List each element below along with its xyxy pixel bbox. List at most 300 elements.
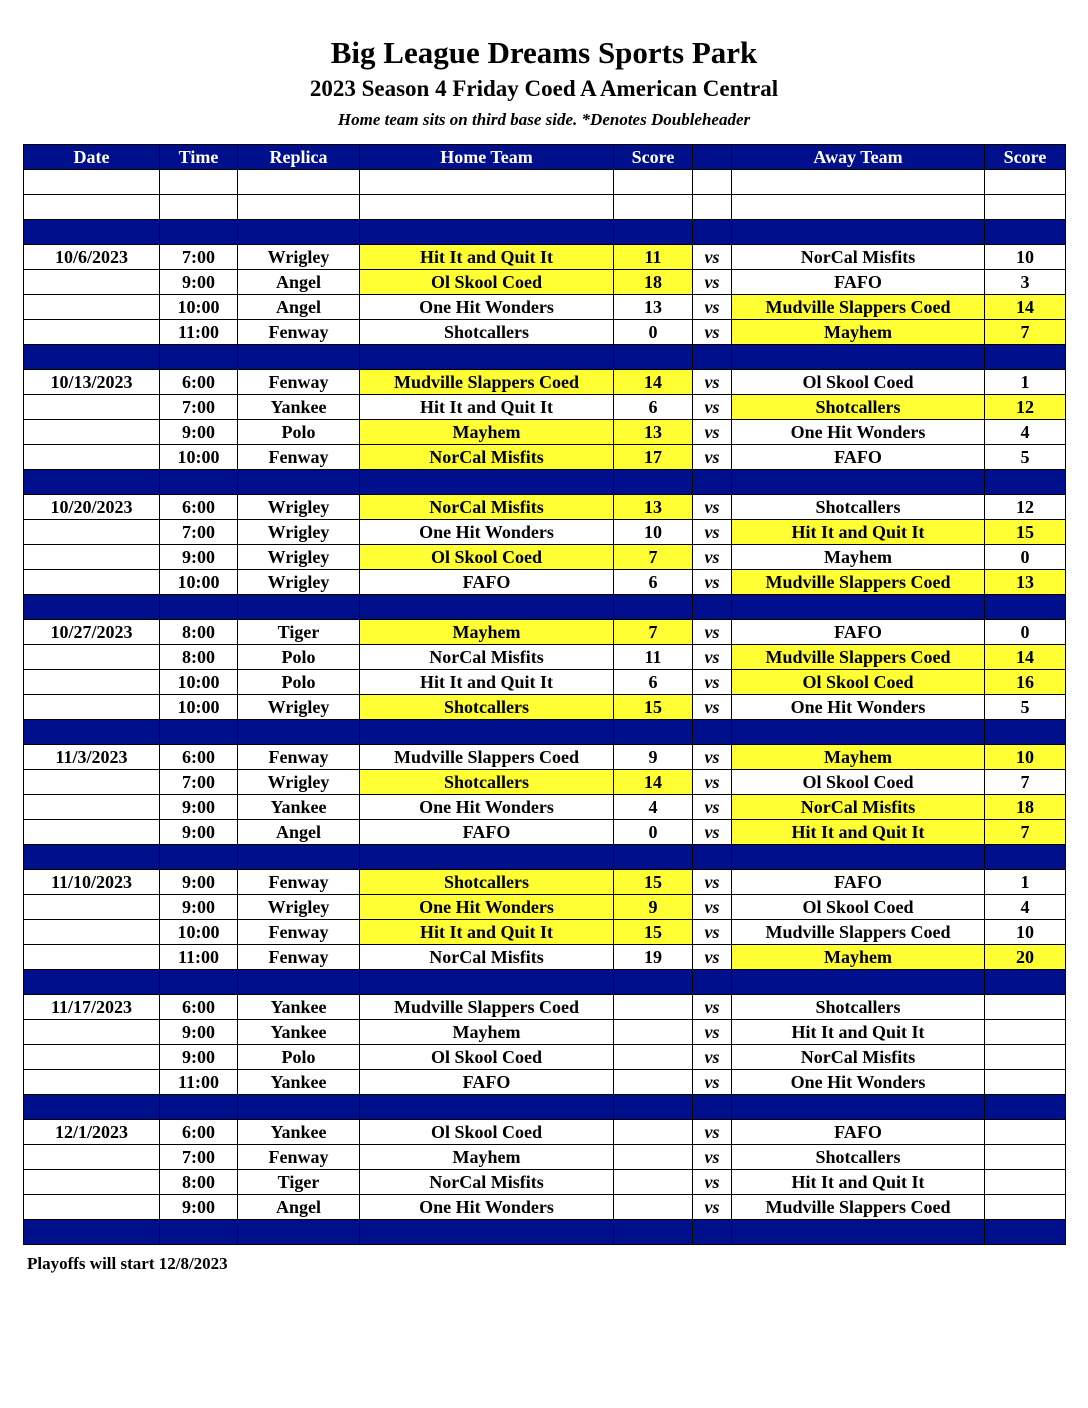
empty-cell	[160, 470, 238, 495]
vs-label: vs	[693, 1145, 732, 1170]
empty-cell	[985, 195, 1066, 220]
away-score	[985, 1070, 1066, 1095]
empty-cell	[693, 470, 732, 495]
home-score: 7	[614, 620, 693, 645]
game-time: 7:00	[160, 520, 238, 545]
home-team: NorCal Misfits	[360, 645, 614, 670]
game-row	[24, 820, 1066, 845]
home-team: Mayhem	[360, 1145, 614, 1170]
game-row	[24, 270, 1066, 295]
empty-cell	[160, 720, 238, 745]
empty-cell	[985, 720, 1066, 745]
empty-cell	[24, 1095, 160, 1120]
game-date: 11/10/2023	[24, 870, 160, 895]
away-team: Shotcallers	[732, 495, 985, 520]
game-row	[24, 1020, 1066, 1045]
away-team: Shotcallers	[732, 395, 985, 420]
game-time: 10:00	[160, 295, 238, 320]
empty-cell	[732, 970, 985, 995]
empty-cell	[24, 345, 160, 370]
game-field: Yankee	[238, 995, 360, 1020]
game-date	[24, 420, 160, 445]
page-header	[0, 34, 1088, 132]
empty-cell	[732, 170, 985, 195]
away-team: Mudville Slappers Coed	[732, 1195, 985, 1220]
vs-label: vs	[693, 870, 732, 895]
away-score: 18	[985, 795, 1066, 820]
vs-label: vs	[693, 1045, 732, 1070]
game-time: 7:00	[160, 770, 238, 795]
game-field: Angel	[238, 820, 360, 845]
away-score: 0	[985, 620, 1066, 645]
game-row	[24, 520, 1066, 545]
empty-cell	[614, 470, 693, 495]
away-team: NorCal Misfits	[732, 795, 985, 820]
game-time: 9:00	[160, 870, 238, 895]
week-separator-row	[24, 1220, 1066, 1245]
vs-label: vs	[693, 645, 732, 670]
away-team: Hit It and Quit It	[732, 1020, 985, 1045]
game-field: Fenway	[238, 745, 360, 770]
game-time: 10:00	[160, 920, 238, 945]
empty-cell	[732, 345, 985, 370]
col-away-score: Score	[985, 145, 1066, 170]
away-team: Mayhem	[732, 745, 985, 770]
game-date: 10/20/2023	[24, 495, 160, 520]
vs-label: vs	[693, 1195, 732, 1220]
game-row	[24, 1145, 1066, 1170]
game-field: Fenway	[238, 445, 360, 470]
empty-cell	[160, 195, 238, 220]
game-time: 9:00	[160, 795, 238, 820]
empty-cell	[732, 845, 985, 870]
game-field: Tiger	[238, 1170, 360, 1195]
page-subtitle: 2023 Season 4 Friday Coed A American Central	[309, 76, 779, 101]
game-field: Wrigley	[238, 545, 360, 570]
home-score	[614, 1145, 693, 1170]
vs-label: vs	[693, 770, 732, 795]
home-team: One Hit Wonders	[360, 1195, 614, 1220]
empty-cell	[693, 970, 732, 995]
game-date	[24, 920, 160, 945]
empty-cell	[693, 195, 732, 220]
home-score: 13	[614, 295, 693, 320]
vs-label: vs	[693, 745, 732, 770]
vs-label: vs	[693, 395, 732, 420]
home-score	[614, 995, 693, 1020]
empty-cell	[160, 595, 238, 620]
empty-cell	[238, 170, 360, 195]
game-field: Polo	[238, 645, 360, 670]
game-time: 6:00	[160, 370, 238, 395]
home-score: 14	[614, 770, 693, 795]
home-team: Ol Skool Coed	[360, 1045, 614, 1070]
game-row	[24, 920, 1066, 945]
home-score	[614, 1045, 693, 1070]
empty-cell	[614, 970, 693, 995]
game-field: Polo	[238, 1045, 360, 1070]
game-row	[24, 695, 1066, 720]
empty-cell	[360, 345, 614, 370]
game-date: 11/17/2023	[24, 995, 160, 1020]
home-score: 18	[614, 270, 693, 295]
vs-label: vs	[693, 495, 732, 520]
game-field: Yankee	[238, 795, 360, 820]
game-date	[24, 795, 160, 820]
empty-cell	[614, 720, 693, 745]
empty-cell	[360, 845, 614, 870]
away-score: 16	[985, 670, 1066, 695]
game-field: Wrigley	[238, 495, 360, 520]
game-row	[24, 1170, 1066, 1195]
empty-cell	[238, 970, 360, 995]
empty-cell	[732, 195, 985, 220]
empty-cell	[732, 220, 985, 245]
game-field: Fenway	[238, 320, 360, 345]
empty-cell	[24, 720, 160, 745]
empty-cell	[238, 845, 360, 870]
home-score	[614, 1170, 693, 1195]
empty-cell	[160, 970, 238, 995]
home-score: 9	[614, 895, 693, 920]
empty-cell	[985, 220, 1066, 245]
home-team: Mayhem	[360, 420, 614, 445]
home-team: FAFO	[360, 820, 614, 845]
away-team: Hit It and Quit It	[732, 520, 985, 545]
away-team: Mudville Slappers Coed	[732, 645, 985, 670]
week-separator-row	[24, 470, 1066, 495]
game-field: Wrigley	[238, 520, 360, 545]
game-date	[24, 445, 160, 470]
away-team: NorCal Misfits	[732, 245, 985, 270]
footer-note: Playoffs will start 12/8/2023	[27, 1254, 228, 1273]
away-team: Ol Skool Coed	[732, 770, 985, 795]
game-time: 9:00	[160, 895, 238, 920]
away-score: 10	[985, 245, 1066, 270]
game-date	[24, 645, 160, 670]
empty-cell	[238, 195, 360, 220]
away-score	[985, 1170, 1066, 1195]
game-time: 10:00	[160, 670, 238, 695]
vs-label: vs	[693, 920, 732, 945]
home-team: One Hit Wonders	[360, 520, 614, 545]
empty-cell	[693, 1095, 732, 1120]
week-separator-row	[24, 720, 1066, 745]
empty-cell	[160, 220, 238, 245]
col-vs	[693, 145, 732, 170]
blank-row	[24, 170, 1066, 195]
home-team: Ol Skool Coed	[360, 545, 614, 570]
empty-cell	[24, 470, 160, 495]
game-row	[24, 645, 1066, 670]
vs-label: vs	[693, 570, 732, 595]
empty-cell	[614, 170, 693, 195]
empty-cell	[614, 345, 693, 370]
game-field: Angel	[238, 270, 360, 295]
game-row	[24, 1195, 1066, 1220]
home-score: 14	[614, 370, 693, 395]
home-score: 6	[614, 670, 693, 695]
game-date: 12/1/2023	[24, 1120, 160, 1145]
vs-label: vs	[693, 545, 732, 570]
away-score: 1	[985, 870, 1066, 895]
week-separator-row	[24, 845, 1066, 870]
game-date	[24, 520, 160, 545]
empty-cell	[160, 170, 238, 195]
vs-label: vs	[693, 1120, 732, 1145]
game-field: Tiger	[238, 620, 360, 645]
game-date	[24, 295, 160, 320]
home-score	[614, 1020, 693, 1045]
game-time: 9:00	[160, 820, 238, 845]
game-field: Wrigley	[238, 770, 360, 795]
away-score: 14	[985, 645, 1066, 670]
home-team: FAFO	[360, 570, 614, 595]
away-score: 12	[985, 495, 1066, 520]
game-time: 9:00	[160, 1195, 238, 1220]
empty-cell	[985, 345, 1066, 370]
home-score: 13	[614, 495, 693, 520]
game-row	[24, 670, 1066, 695]
game-time: 6:00	[160, 745, 238, 770]
empty-cell	[985, 970, 1066, 995]
game-time: 8:00	[160, 645, 238, 670]
empty-cell	[693, 720, 732, 745]
away-score	[985, 1120, 1066, 1145]
empty-cell	[24, 170, 160, 195]
empty-cell	[985, 1220, 1066, 1245]
vs-label: vs	[693, 695, 732, 720]
empty-cell	[238, 345, 360, 370]
schedule-table	[23, 144, 1066, 1245]
vs-label: vs	[693, 520, 732, 545]
home-score: 7	[614, 545, 693, 570]
home-team: One Hit Wonders	[360, 295, 614, 320]
game-time: 10:00	[160, 695, 238, 720]
game-date	[24, 895, 160, 920]
game-date	[24, 270, 160, 295]
game-row	[24, 295, 1066, 320]
away-team: FAFO	[732, 270, 985, 295]
away-score: 10	[985, 745, 1066, 770]
empty-cell	[985, 595, 1066, 620]
away-team: Mudville Slappers Coed	[732, 920, 985, 945]
empty-cell	[614, 595, 693, 620]
game-row	[24, 570, 1066, 595]
away-team: Ol Skool Coed	[732, 370, 985, 395]
home-team: Mudville Slappers Coed	[360, 370, 614, 395]
empty-cell	[732, 1095, 985, 1120]
vs-label: vs	[693, 320, 732, 345]
vs-label: vs	[693, 995, 732, 1020]
game-date	[24, 770, 160, 795]
game-time: 9:00	[160, 1045, 238, 1070]
game-field: Angel	[238, 295, 360, 320]
col-home-score: Score	[614, 145, 693, 170]
away-score: 10	[985, 920, 1066, 945]
away-team: Mayhem	[732, 320, 985, 345]
away-team: One Hit Wonders	[732, 420, 985, 445]
game-row	[24, 620, 1066, 645]
empty-cell	[24, 845, 160, 870]
empty-cell	[732, 1220, 985, 1245]
week-separator-row	[24, 345, 1066, 370]
home-score: 11	[614, 245, 693, 270]
game-row	[24, 995, 1066, 1020]
game-field: Wrigley	[238, 695, 360, 720]
game-row	[24, 320, 1066, 345]
vs-label: vs	[693, 295, 732, 320]
empty-cell	[360, 195, 614, 220]
away-score: 7	[985, 770, 1066, 795]
away-score: 13	[985, 570, 1066, 595]
empty-cell	[238, 720, 360, 745]
game-field: Polo	[238, 420, 360, 445]
away-team: One Hit Wonders	[732, 1070, 985, 1095]
away-team: Ol Skool Coed	[732, 895, 985, 920]
away-score	[985, 1195, 1066, 1220]
game-row	[24, 795, 1066, 820]
away-score: 5	[985, 695, 1066, 720]
game-date	[24, 1195, 160, 1220]
empty-cell	[360, 1220, 614, 1245]
away-team: Shotcallers	[732, 1145, 985, 1170]
game-field: Yankee	[238, 1020, 360, 1045]
game-date	[24, 320, 160, 345]
home-score: 13	[614, 420, 693, 445]
empty-cell	[24, 195, 160, 220]
game-field: Yankee	[238, 1070, 360, 1095]
empty-cell	[160, 1095, 238, 1120]
game-date	[24, 945, 160, 970]
empty-cell	[985, 1095, 1066, 1120]
vs-label: vs	[693, 245, 732, 270]
week-separator-row	[24, 970, 1066, 995]
empty-cell	[238, 220, 360, 245]
game-date	[24, 395, 160, 420]
home-score: 15	[614, 870, 693, 895]
away-team: FAFO	[732, 870, 985, 895]
week-separator-row	[24, 1095, 1066, 1120]
game-row	[24, 870, 1066, 895]
game-row	[24, 1045, 1066, 1070]
away-score: 4	[985, 895, 1066, 920]
game-date	[24, 545, 160, 570]
vs-label: vs	[693, 1020, 732, 1045]
empty-cell	[24, 220, 160, 245]
empty-cell	[360, 595, 614, 620]
home-team: Ol Skool Coed	[360, 270, 614, 295]
game-row	[24, 770, 1066, 795]
home-team: Hit It and Quit It	[360, 670, 614, 695]
game-field: Yankee	[238, 395, 360, 420]
vs-label: vs	[693, 670, 732, 695]
empty-cell	[360, 720, 614, 745]
game-date	[24, 1045, 160, 1070]
away-team: Shotcallers	[732, 995, 985, 1020]
game-field: Wrigley	[238, 895, 360, 920]
home-score: 9	[614, 745, 693, 770]
empty-cell	[985, 170, 1066, 195]
home-team: FAFO	[360, 1070, 614, 1095]
home-score: 15	[614, 695, 693, 720]
empty-cell	[24, 970, 160, 995]
empty-cell	[238, 595, 360, 620]
away-team: Mudville Slappers Coed	[732, 295, 985, 320]
away-score: 1	[985, 370, 1066, 395]
vs-label: vs	[693, 370, 732, 395]
vs-label: vs	[693, 820, 732, 845]
game-time: 7:00	[160, 395, 238, 420]
home-score: 4	[614, 795, 693, 820]
game-field: Fenway	[238, 370, 360, 395]
home-team: Mayhem	[360, 1020, 614, 1045]
game-time: 9:00	[160, 1020, 238, 1045]
away-score	[985, 1145, 1066, 1170]
empty-cell	[985, 470, 1066, 495]
schedule-body	[24, 170, 1066, 1245]
away-score: 5	[985, 445, 1066, 470]
game-date: 10/27/2023	[24, 620, 160, 645]
game-time: 9:00	[160, 270, 238, 295]
game-row	[24, 370, 1066, 395]
away-team: Mudville Slappers Coed	[732, 570, 985, 595]
empty-cell	[614, 220, 693, 245]
away-team: FAFO	[732, 620, 985, 645]
game-row	[24, 245, 1066, 270]
empty-cell	[24, 595, 160, 620]
vs-label: vs	[693, 795, 732, 820]
empty-cell	[160, 345, 238, 370]
game-time: 10:00	[160, 445, 238, 470]
away-score: 20	[985, 945, 1066, 970]
away-score	[985, 1020, 1066, 1045]
game-row	[24, 945, 1066, 970]
game-field: Angel	[238, 1195, 360, 1220]
home-score: 0	[614, 320, 693, 345]
col-replica: Replica	[238, 145, 360, 170]
game-row	[24, 1070, 1066, 1095]
game-date	[24, 1020, 160, 1045]
week-separator-row	[24, 595, 1066, 620]
empty-cell	[614, 195, 693, 220]
game-time: 11:00	[160, 945, 238, 970]
empty-cell	[360, 970, 614, 995]
game-field: Fenway	[238, 920, 360, 945]
column-header-row	[24, 145, 1066, 170]
col-away-team: Away Team	[732, 145, 985, 170]
empty-cell	[732, 470, 985, 495]
home-score: 0	[614, 820, 693, 845]
game-date	[24, 670, 160, 695]
empty-cell	[693, 345, 732, 370]
home-score	[614, 1120, 693, 1145]
page-title: Big League Dreams Sports Park	[330, 35, 758, 70]
empty-cell	[160, 1220, 238, 1245]
game-date	[24, 695, 160, 720]
away-team: Mayhem	[732, 945, 985, 970]
home-score: 11	[614, 645, 693, 670]
game-field: Wrigley	[238, 245, 360, 270]
game-row	[24, 495, 1066, 520]
empty-cell	[985, 845, 1066, 870]
home-team: Mayhem	[360, 620, 614, 645]
game-date	[24, 1170, 160, 1195]
col-home-team: Home Team	[360, 145, 614, 170]
game-time: 7:00	[160, 245, 238, 270]
empty-cell	[160, 845, 238, 870]
vs-label: vs	[693, 1170, 732, 1195]
